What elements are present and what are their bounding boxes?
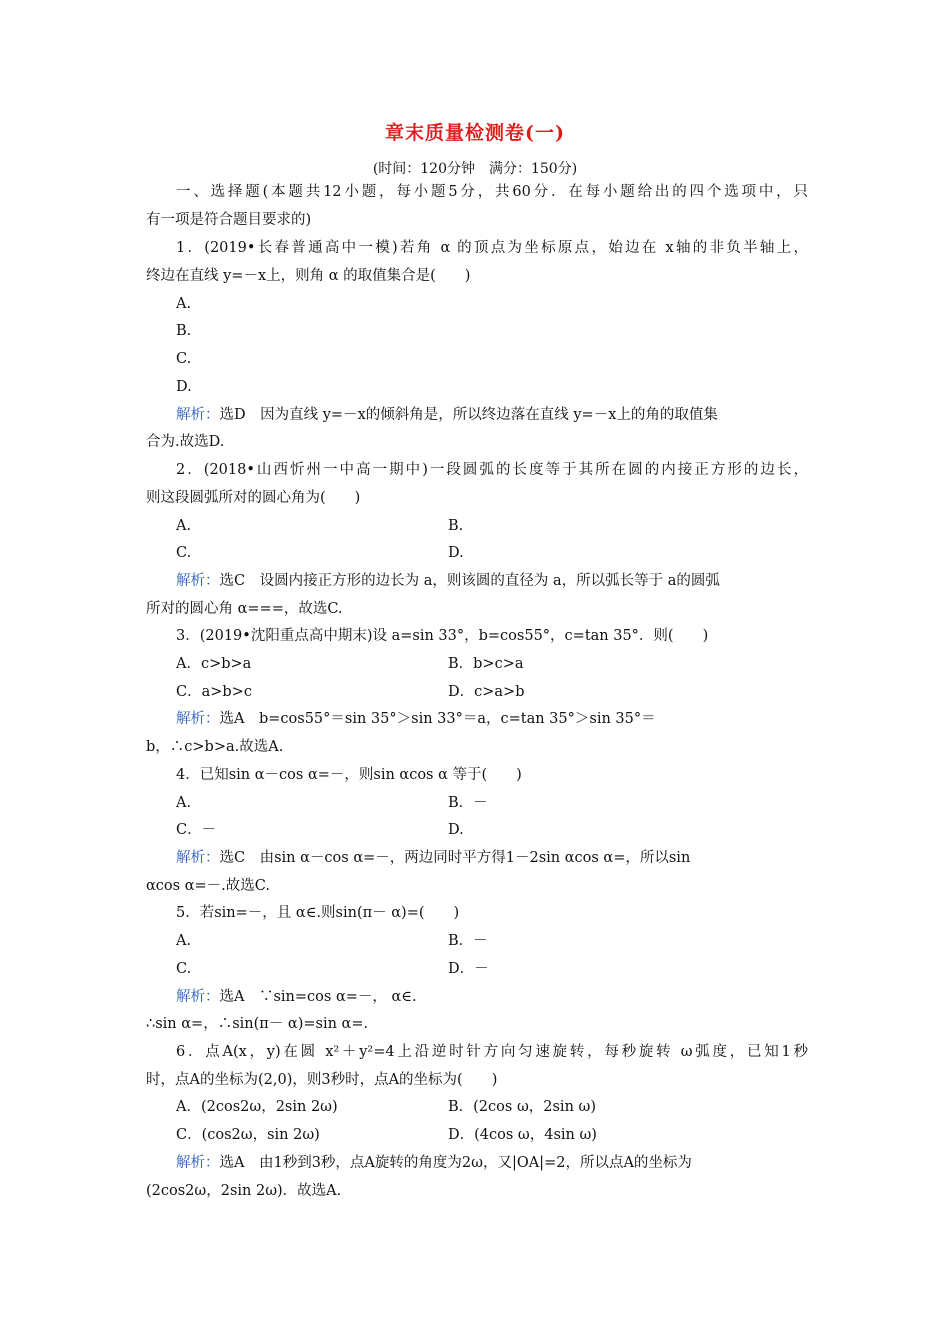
question-6-option-d: D．(4cos ω，4sin ω) — [448, 1127, 597, 1143]
question-3-option-c: C．a>b>c — [176, 684, 252, 700]
question-2-option-c: C. — [176, 545, 192, 561]
question-4-option-a: A. — [176, 795, 192, 811]
question-2-option-d: D. — [448, 545, 464, 561]
question-1-option-c: C. — [176, 351, 192, 367]
question-2-analysis-line-1: 解析：选C 设圆内接正方形的边长为 a，则该圆的直径为 a，所以弧长等于 a的圆弧 — [176, 573, 720, 589]
question-3-line-1: 3．(2019•沈阳重点高中期末)设 a=sin 33°，b=cos55°，c=tan 35°．则( ) — [176, 628, 709, 644]
question-5-option-d: D．－ — [448, 961, 489, 977]
analysis-label: 解析： — [176, 1155, 220, 1171]
question-1-analysis-line-1: 解析：选D 因为直线 y=－x的倾斜角是，所以终边落在直线 y=－x上的角的取值集 — [176, 407, 718, 423]
question-6-line-1: 6．点A(x，y)在圆 x²＋y²=4上沿逆时针方向匀速旋转，每秒旋转 ω弧度，已知1秒 — [176, 1044, 808, 1060]
question-1-option-a: A. — [176, 296, 192, 312]
question-6-option-b: B．(2cos ω，2sin ω) — [448, 1099, 596, 1115]
question-3-option-a: A．c>b>a — [176, 656, 252, 672]
question-4-option-d: D. — [448, 822, 464, 838]
question-3-option-b: B．b>c>a — [448, 656, 524, 672]
question-1-option-b: B. — [176, 323, 192, 339]
question-6-option-c: C．(cos2ω，sin 2ω) — [176, 1127, 320, 1143]
question-3-analysis-line-1: 解析：选A b=cos55°＝sin 35°＞sin 33°＝a，c=tan 35°＞sin 35°＝ — [176, 711, 656, 727]
exam-info: (时间：120分钟 满分：150分) — [372, 161, 578, 177]
question-2-line-2: 则这段圆弧所对的圆心角为( ) — [146, 490, 361, 506]
question-4-line-1: 4．已知sin α－cos α=－，则sin αcos α 等于( ) — [176, 767, 522, 783]
question-5-analysis-line-1: 解析：选A ∵sin=cos α=－， α∈. — [176, 989, 417, 1005]
question-1-analysis-line-2: 合为.故选D. — [146, 434, 225, 450]
analysis-label: 解析： — [176, 573, 220, 589]
question-5-option-a: A. — [176, 933, 192, 949]
question-6-analysis-line-2: (2cos2ω，2sin 2ω)．故选A. — [146, 1183, 342, 1199]
question-2-option-b: B. — [448, 518, 464, 534]
question-6-option-a: A．(2cos2ω，2sin 2ω) — [176, 1099, 338, 1115]
question-4-option-c: C．－ — [176, 822, 217, 838]
question-3-analysis-line-2: b，∴c>b>a.故选A. — [146, 739, 284, 755]
question-5-option-b: B．－ — [448, 933, 488, 949]
question-4-analysis-line-1: 解析：选C 由sin α－cos α=－，两边同时平方得1－2sin αcos α=，所以sin — [176, 850, 691, 866]
question-5-analysis-line-2: ∴sin α=，∴sin(π－ α)=sin α=. — [146, 1016, 369, 1032]
question-1-line-1: 1．(2019•长春普通高中一模)若角 α 的顶点为坐标原点，始边在 x轴的非负半轴上， — [176, 240, 808, 256]
analysis-label: 解析： — [176, 407, 220, 423]
question-3-option-d: D．c>a>b — [448, 684, 525, 700]
question-4-analysis-line-2: αcos α=－.故选C. — [146, 878, 270, 894]
analysis-label: 解析： — [176, 989, 220, 1005]
section-heading-line-1: 一、选择题(本题共12小题，每小题5分，共60分．在每小题给出的四个选项中，只 — [176, 184, 808, 200]
question-5-line-1: 5．若sin=－，且 α∈.则sin(π－ α)=( ) — [176, 905, 460, 921]
question-6-line-2: 时，点A的坐标为(2,0)，则3秒时，点A的坐标为( ) — [146, 1072, 498, 1088]
question-6-analysis-line-1: 解析：选A 由1秒到3秒，点A旋转的角度为2ω，又|OA|=2，所以点A的坐标为 — [176, 1155, 692, 1171]
question-2-line-1: 2．(2018•山西忻州一中高一期中)一段圆弧的长度等于其所在圆的内接正方形的边长， — [176, 462, 808, 478]
question-5-option-c: C. — [176, 961, 192, 977]
page-title: 章末质量检测卷(一) — [385, 122, 565, 144]
question-2-analysis-line-2: 所对的圆心角 α===，故选C. — [146, 601, 343, 617]
analysis-label: 解析： — [176, 850, 220, 866]
question-2-option-a: A. — [176, 518, 192, 534]
question-1-line-2: 终边在直线 y=－x上，则角 α 的取值集合是( ) — [146, 268, 471, 284]
question-4-option-b: B．－ — [448, 795, 488, 811]
analysis-label: 解析： — [176, 711, 220, 727]
section-heading-line-2: 有一项是符合题目要求的) — [146, 212, 312, 228]
question-1-option-d: D. — [176, 379, 192, 395]
